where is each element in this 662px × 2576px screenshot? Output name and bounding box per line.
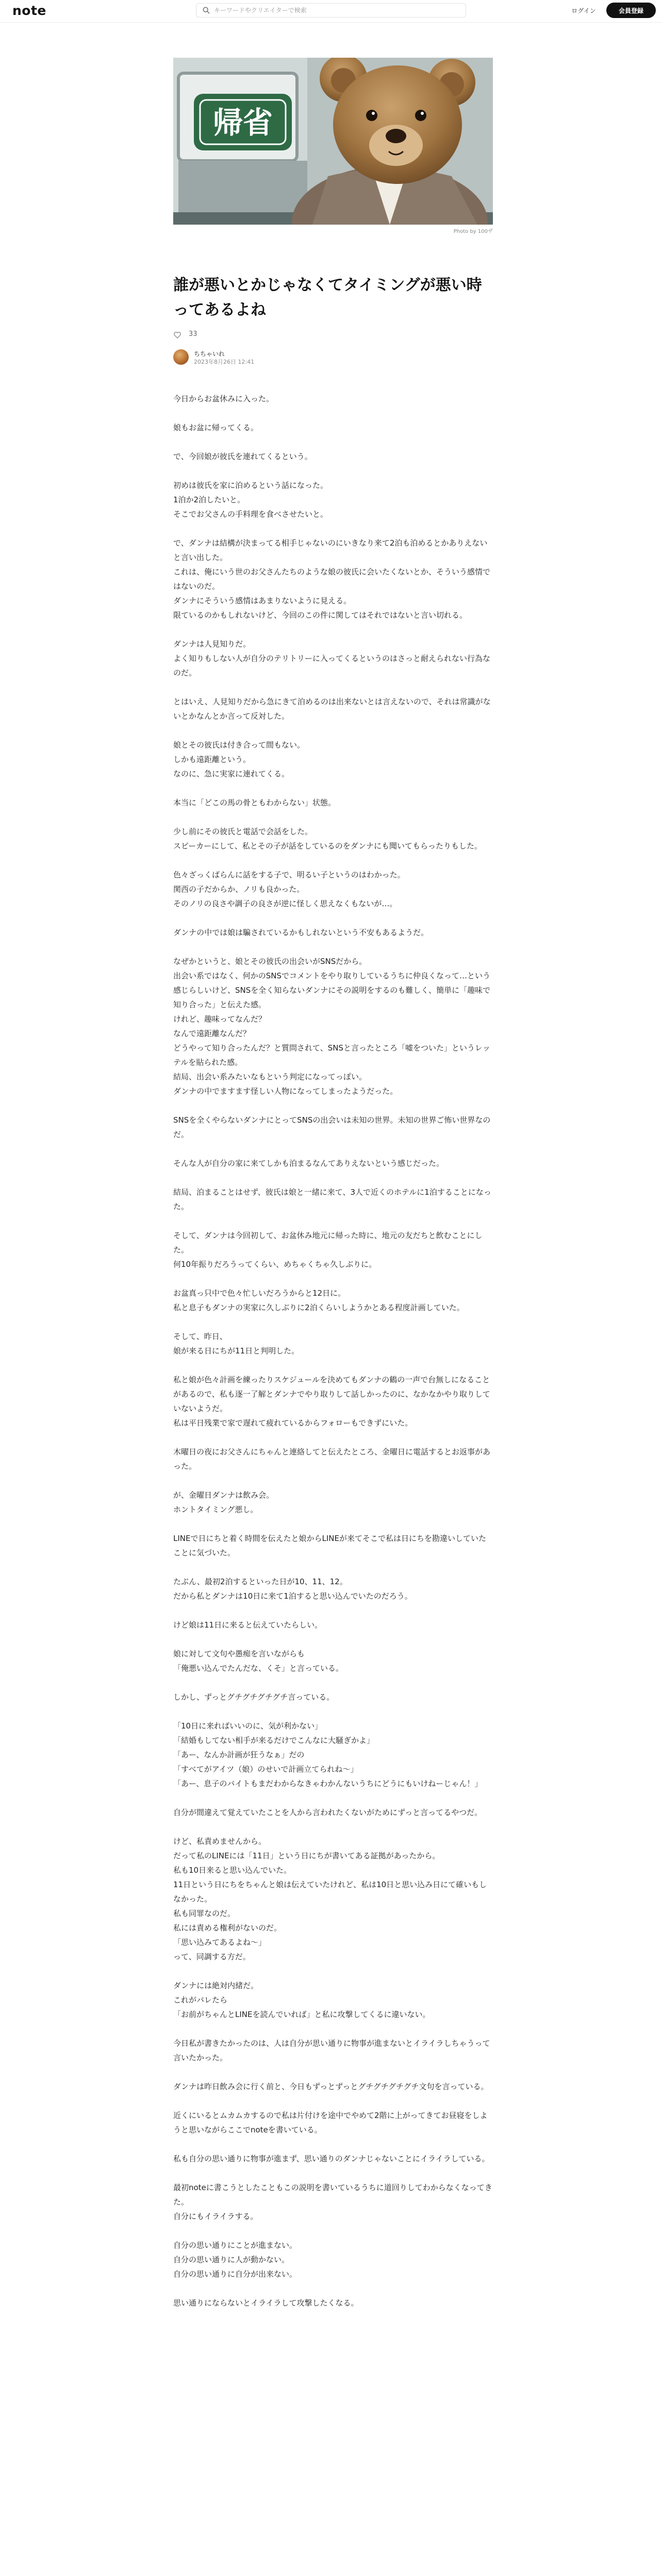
article-paragraph: 近くにいるとムカムカするので私は片付けを途中でやめて2階に上がってきてお昼寝をしようと思いながらここでnoteを書いている。 (173, 2111, 488, 2134)
note-logo[interactable]: note (12, 3, 46, 18)
search-input[interactable] (214, 5, 456, 15)
hero-sign-text: 帰省 (212, 105, 273, 140)
article-paragraph: が、金曜日ダンナは飲み会。 ホントタイミング悪し。 (173, 1490, 274, 1514)
article-paragraph: LINEで日にちと着く時間を伝えたと娘からLINEが来てそこで私は日にちを勘違いしていたことに気づいた。 (173, 1534, 486, 1557)
like-count: 33 (189, 330, 197, 338)
publish-date: 2023年8月26日 12:41 (194, 359, 255, 365)
article-paragraph: 今日私が書きたかったのは、人は自分が思い通りに物事が進まないとイライラしちゃうって言いたかった。 (173, 2039, 490, 2062)
article-paragraph: ダンナには絶対内緒だ。 これがバレたら 「お前がちゃんとLINEを読んでいれば」と私に攻撃してくるに違いない。 (173, 1981, 431, 2019)
article-paragraph: たぶん、最初2泊するといった日が10、11、12。 だから私とダンナは10日に来て1泊すると思い込んでいたのだろう。 (173, 1577, 412, 1601)
article-paragraph: 本当に「どこの馬の骨ともわからない」状態。 (173, 798, 336, 807)
article-paragraph: 少し前にその彼氏と電話で会話をした。 スピーカーにして、私とその子が話をしているのをダンナにも聞いてもらったりもした。 (173, 827, 482, 851)
article-paragraph: そして、昨日、 娘が来る日にちが11日と判明した。 (173, 1332, 300, 1355)
article-paragraph: 最初noteに書こうとしたこともこの説明を書いているうちに道回りしてわからなくなってきた。 自分にもイライラする。 (173, 2183, 492, 2221)
article-title: 誰が悪いとかじゃなくてタイミングが悪い時ってあるよね (173, 276, 482, 319)
article-paragraph: けど娘は11日に来ると伝えていたらしい。 (173, 1620, 323, 1630)
article-paragraph: ダンナの中では娘は騙されているかもしれないという不安もあるようだ。 (173, 928, 429, 937)
avatar[interactable] (173, 349, 189, 365)
hero-illustration (173, 58, 493, 225)
article-paragraph: で、ダンナは結構が決まってる相手じゃないのにいきなり来て2泊も泊めるとかありえないと言い出した。 これは、俺にいう世のお父さんたちのような娘の彼氏に会いたくないとか、そういう感情ではないのだ。 ダンナにそういう感情はあまりないように見える。 限ているのかもしれないけど、今回のこの件に関してはそれではないと言い切れる。 (173, 538, 491, 620)
article-paragraph: 今日からお盆休みに入った。 (173, 394, 274, 403)
article-paragraph: で、今回娘が彼氏を連れてくるという。 (173, 452, 312, 461)
hero-image (173, 58, 493, 225)
article-paragraph: 私と娘が色々計画を練ったりスケジュールを決めてもダンナの鶴の一声で台無しになることがあるので、私も逐一了解とダンナでやり取りして話しかったのに、なかなかやり取りしていないようだ。 私は平日残業で家で遅れて疲れているからフォローもできずにいた。 (173, 1375, 490, 1428)
login-button[interactable]: ログイン (565, 4, 602, 17)
article-paragraph: ダンナは人見知りだ。 よく知りもしない人が自分のテリトリーに入ってくるというのはさっと耐えられない行為なのだ。 (173, 639, 491, 677)
article-paragraph: SNSを全くやらないダンナにとってSNSの出会いは未知の世界。未知の世界ご怖い世界なのだ。 (173, 1115, 491, 1139)
article-paragraph: けど、私責めませんから。 だって私のLINEには「11日」という日にちが書いてある証拠があったから。 私も10日来ると思い込んでいた。 11日という日にちをちゃんと娘は伝えていたけれど、私は10日と思い込み日にて確いもしなかった。 私も同罪なのだ。 私には責める権利がないのだ。 「思い込みてあるよね〜」 って、同調する方だ。 (173, 1837, 487, 1961)
article-paragraph: ダンナは昨日飲み会に行く前と、今日もずっとずっとグチグチグチグチ文句を言っている。 (173, 2082, 489, 2091)
article-paragraph: 木曜日の夜にお父さんにちゃんと連絡してと伝えたところ、金曜日に電話するとお返事があった。 (173, 1447, 491, 1471)
article-paragraph: そんな人が自分の家に来てしかも泊まるなんてありえないという感じだった。 (173, 1159, 444, 1168)
article-paragraph: 結局、泊まることはせず、彼氏は娘と一緒に来て、3人で近くのホテルに1泊することになった。 (173, 1188, 491, 1211)
search-icon (203, 7, 210, 14)
site-header (0, 0, 662, 23)
heart-icon (173, 331, 181, 339)
search-box[interactable] (196, 3, 466, 18)
article-paragraph: 初めは彼氏を家に泊めるという話になった。 1泊か2泊したいと。 そこでお父さんの手料理を食べさせたいと。 (173, 481, 328, 519)
article-paragraph: 思い通りにならないとイライラして攻撃したくなる。 (173, 2298, 359, 2308)
signup-button[interactable]: 会員登録 (606, 3, 656, 18)
article-paragraph: 「10日に来ればいいのに、気が利かない」 「結婚もしてない相手が来るだけでこんなに大騒ぎかよ」 「あー、なんか計画が狂うなぁ」だの 「すべてがアイツ（娘）のせいで計画立てられね〜」 「あー、息子のバイトもまだわからなきゃわかんないうちにどうにもいけねーじゃん！」 (173, 1721, 483, 1788)
article-paragraph: しかし、ずっとグチグチグチグチ言っている。 (173, 1692, 335, 1702)
article-paragraph: そして、ダンナは今回初して、お盆休み地元に帰った時に、地元の友だちと飲むことにした。 何10年振りだろうってくらい、めちゃくちゃ久しぶりに。 (173, 1231, 483, 1269)
article-paragraph: 自分が間違えて覚えていたことを人から言われたくないがためにずっと言ってるやつだ。 (173, 1808, 483, 1817)
author-name[interactable]: ちちゃいれ (194, 350, 225, 358)
article-paragraph: なぜかというと、娘とその彼氏の出会いがSNSだから。 出会い系ではなく、何かのSNSでコメントをやり取りしているうちに仲良くなって…という感じらしいけど、SNSを全く知らないダンナにその説明をするのも難しく、簡単に「趣味で知り合った」と伝えた感。 けれど、趣味ってなんだ？ なんで遠距離なんだ？ どうやって知り合ったんだ？と質問されて、SNSと言ったところ「嘘をついた」というレッテルを貼られた感。 結局、出会い系みたいなもという判定になってっぽい。 ダンナの中でますます怪しい人物になってしまったようだった。 (173, 957, 491, 1096)
article-paragraph: 私も自分の思い通りに物事が進まず、思い通りのダンナじゃないことにイライラしている。 (173, 2154, 490, 2163)
photo-credit: Photo by 100ザ (453, 229, 493, 234)
article-paragraph: 色々ざっくばらんに話をする子で、明るい子というのはわかった。 関西の子だからか、ノリも良かった。 そのノリの良さや調子の良さが逆に怪しく思えなくもないが…。 (173, 870, 405, 908)
author-info[interactable] (173, 348, 379, 367)
article-paragraph: 娘とその彼氏は付き合って間もない。 しかも遠距離という。 なのに、急に実家に連れてくる。 (173, 740, 305, 778)
article-paragraph: とはいえ、人見知りだから急にきて泊めるのは出来ないとは言えないので、それは常識がないとかなんとか言って反対した。 (173, 697, 491, 721)
article-body (173, 392, 493, 2325)
article-paragraph: 娘に対して文句や愚痴を言いながらも 「俺悪い込んでたんだな、くそ」と言っている。 (173, 1649, 344, 1673)
article-paragraph: 自分の思い通りにことが進まない。 自分の思い通りに人が動かない。 自分の思い通りに自分が出来ない。 (173, 2241, 297, 2279)
article-paragraph: 娘もお盆に帰ってくる。 (173, 423, 259, 432)
article-paragraph: お盆真っ只中で色々忙しいだろうからと12日に。 私と息子もダンナの実家に久しぶりに2泊くらいしようかとある程度計画していた。 (173, 1289, 465, 1312)
